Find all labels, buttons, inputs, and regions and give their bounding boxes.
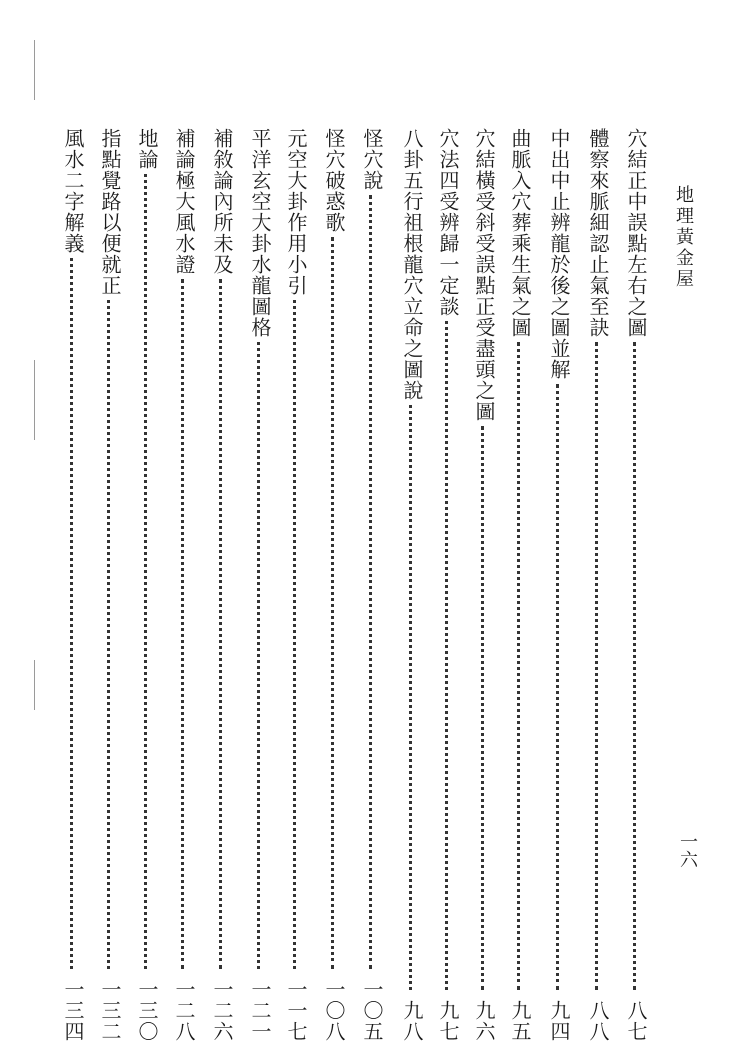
- toc-leader-dots: [595, 342, 601, 990]
- toc-entry-title: 怪穴破惑歌: [322, 128, 346, 233]
- toc-leader-dots: [556, 384, 562, 990]
- toc-entry[interactable]: [545, 128, 573, 1042]
- toc-leader-dots: [144, 174, 150, 969]
- toc-leader-dots: [70, 258, 76, 969]
- toc-entry-title: 八卦五行祖根龍穴立命之圖說: [400, 128, 424, 401]
- toc-entry-page: 一〇五: [360, 979, 384, 1042]
- toc-entry[interactable]: [320, 128, 348, 1042]
- toc-entry-title: 指點覺路以便就正: [98, 128, 122, 296]
- toc-entry[interactable]: [282, 128, 310, 1042]
- toc-leader-dots: [445, 321, 451, 990]
- toc-entry[interactable]: [398, 128, 426, 1042]
- toc-entry[interactable]: [96, 128, 124, 1042]
- toc-leader-dots: [517, 342, 523, 990]
- toc-leader-dots: [257, 342, 263, 969]
- toc-entry-page: 八八: [586, 1000, 610, 1042]
- toc-entry[interactable]: [506, 128, 534, 1042]
- toc-leader-dots: [107, 300, 113, 969]
- toc-leader-dots: [219, 279, 225, 969]
- edge-mark: [34, 40, 35, 100]
- toc-entry-page: 一一七: [284, 979, 308, 1042]
- toc-entry-page: 一二八: [172, 979, 196, 1042]
- toc-entry-page: 九六: [472, 1000, 496, 1042]
- toc-entry[interactable]: [434, 128, 462, 1042]
- toc-entry-title: 曲脈入穴葬乘生氣之圖: [508, 128, 532, 338]
- toc-entry-title: 穴法四受辨歸一定談: [436, 128, 460, 317]
- toc-leader-dots: [181, 279, 187, 969]
- toc-entry-title: 補論極大風水證: [172, 128, 196, 275]
- toc-entry-page: 八七: [624, 1000, 648, 1042]
- toc-entry[interactable]: [358, 128, 386, 1042]
- toc-entry-title: 穴結正中誤點左右之圖: [624, 128, 648, 338]
- toc-entry-title: 地論: [135, 128, 159, 170]
- toc-entry[interactable]: [133, 128, 161, 1042]
- edge-mark: [34, 660, 35, 710]
- toc-entry-page: 九八: [400, 1000, 424, 1042]
- toc-leader-dots: [293, 300, 299, 969]
- toc-entry-title: 怪穴說: [360, 128, 384, 191]
- toc-entry-page: 一〇八: [322, 979, 346, 1042]
- page-number: 一六: [677, 832, 698, 868]
- toc-entry-title: 體察來脈細認止氣至訣: [586, 128, 610, 338]
- toc-entry-page: 九五: [508, 1000, 532, 1042]
- toc-entry[interactable]: [170, 128, 198, 1042]
- toc-leader-dots: [481, 426, 487, 990]
- toc-entry[interactable]: [246, 128, 274, 1042]
- toc-entry-title: 穴結橫受斜受誤點正受盡頭之圖: [472, 128, 496, 422]
- toc-entry[interactable]: [208, 128, 236, 1042]
- toc-entry[interactable]: [470, 128, 498, 1042]
- toc-entry-title: 中出中止辨龍於後之圖並解: [547, 128, 571, 380]
- toc-entry[interactable]: [584, 128, 612, 1042]
- running-title: 地理黃金屋: [673, 185, 694, 290]
- toc-entry[interactable]: [59, 128, 87, 1042]
- toc-leader-dots: [331, 237, 337, 969]
- toc-entry-page: 一三四: [61, 979, 85, 1042]
- toc-entry-title: 風水二字解義: [61, 128, 85, 254]
- toc-entry[interactable]: [622, 128, 650, 1042]
- toc-entry-page: 九七: [436, 1000, 460, 1042]
- toc-entry-page: 九四: [547, 1000, 571, 1042]
- toc-entry-title: 元空大卦作用小引: [284, 128, 308, 296]
- toc-leader-dots: [369, 195, 375, 969]
- toc-entry-page: 一二一: [248, 979, 272, 1042]
- toc-entry-page: 一三〇: [135, 979, 159, 1042]
- toc-entry-title: 補敘論內所未及: [210, 128, 234, 275]
- toc-entry-page: 一二六: [210, 979, 234, 1042]
- edge-mark: [34, 360, 35, 440]
- toc-entry-title: 平洋玄空大卦水龍圖格: [248, 128, 272, 338]
- toc-leader-dots: [409, 405, 415, 990]
- toc-entry-page: 一三二: [98, 979, 122, 1042]
- toc-leader-dots: [633, 342, 639, 990]
